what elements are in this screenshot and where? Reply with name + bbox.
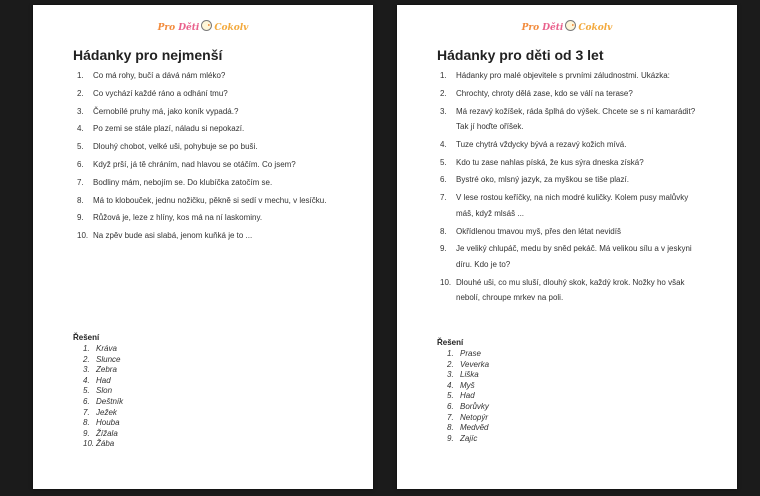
riddle-text: Když prší, já tě chráním, nad hlavou se otáčím. Co jsem? [93,159,296,169]
item-number: 10. [77,231,89,241]
item-number: 2. [77,88,84,98]
solution-text: Zebra [96,365,117,375]
item-number: 1. [447,349,454,358]
item-number: 3. [77,106,84,116]
solution-item [83,408,123,419]
solution-item [83,344,123,355]
item-number: 8. [77,195,84,205]
chick-icon [565,20,576,31]
solutions-heading: Řešení [437,338,464,347]
solution-item [83,355,123,366]
item-number: 4. [447,380,454,390]
item-number: 7. [440,193,447,203]
item-number: 9. [447,433,454,443]
solution-item [447,423,489,434]
item-number: 2. [447,359,454,369]
solution-text: Medvěd [460,423,489,433]
solution-item [447,349,489,360]
riddle-text: Chrochty, chroty dělá zase, kdo se válí na terase? [456,88,633,98]
riddle-list [77,68,327,246]
solution-text: Borůvky [460,401,489,411]
solution-text: Had [96,375,111,385]
solution-item [447,413,489,424]
solution-item [447,402,489,413]
item-number: 8. [83,418,90,428]
solution-text: Had [460,391,475,401]
riddle-text: Co vychází každé ráno a odhání tmu? [93,88,228,98]
solution-text: Liška [460,370,479,380]
solutions-list [447,349,489,444]
item-number: 4. [83,375,90,385]
riddle-text: Kdo tu zase nahlas píská, že kus sýra dneska získá? [456,157,644,167]
riddle-item [440,137,702,153]
riddle-item [77,157,327,173]
solution-item [83,386,123,397]
riddle-item [440,155,702,171]
riddle-item [440,224,702,240]
riddle-text: Má to klobouček, jednu nožičku, pěkně si sedí v mechu, v lesíčku. [93,195,327,205]
item-number: 5. [77,142,84,152]
solution-text: Žížala [96,428,118,438]
solution-item [447,381,489,392]
riddle-item [77,104,327,120]
riddle-item [77,139,327,155]
riddle-item [77,86,327,102]
worksheet-page-right [397,5,737,489]
item-number: 6. [77,159,84,169]
riddle-item [440,190,702,221]
riddle-text: Růžová je, leze z hlíny, kos má na ní laskominy. [93,213,263,223]
riddle-text: Má rezavý kožíšek, ráda šplhá do výšek. Chcete se s ní kamarádit? Tak jí hoďte oříšek. [456,106,696,132]
item-number: 9. [77,213,84,223]
riddle-text: Bodliny mám, nebojím se. Do klubíčka zatočím se. [93,177,273,187]
item-number: 7. [447,412,454,422]
riddle-item [77,121,327,137]
solution-text: Kráva [96,344,117,353]
item-number: 2. [83,354,90,364]
riddle-item [440,241,702,272]
riddle-item [77,175,327,191]
item-number: 1. [83,344,90,353]
item-number: 3. [440,106,447,116]
solution-text: Prase [460,349,481,358]
item-number: 2. [440,88,447,98]
item-number: 9. [440,244,447,254]
solution-text: Netopýr [460,412,489,422]
item-number: 3. [447,370,454,380]
riddle-item [77,193,327,209]
riddle-text: Co má rohy, bučí a dává nám mléko? [93,71,226,80]
solution-item [447,370,489,381]
item-number: 1. [77,71,84,80]
item-number: 5. [440,157,447,167]
solution-text: Myš [460,380,475,390]
item-number: 3. [83,365,90,375]
riddle-item [77,68,327,84]
solution-text: Slunce [96,354,121,364]
solution-item [447,391,489,402]
solutions-heading: Řešení [73,333,100,342]
item-number: 6. [83,396,90,406]
item-number: 5. [83,386,90,396]
solution-item [83,418,123,429]
item-number: 6. [440,175,447,185]
solutions-list [83,344,123,450]
item-number: 4. [77,124,84,134]
riddle-text: Bystré oko, mlsný jazyk, za myškou se tiše plazí. [456,175,629,185]
solution-item [447,434,489,445]
item-number: 7. [83,407,90,417]
riddle-text: Dlouhé uši, co mu sluší, dlouhý skok, každý krok. Nožky ho však nebolí, chroupe mrkev na poli. [456,277,685,303]
solution-text: Veverka [460,359,490,369]
solution-text: Žába [96,439,115,449]
solution-item [83,376,123,387]
item-number: 5. [447,391,454,401]
solution-item [83,397,123,408]
riddle-item [440,172,702,188]
solution-text: Deštník [96,396,124,406]
page-title: Hádanky pro děti od 3 let [437,47,604,63]
riddle-text: Tuze chytrá vždycky bývá a rezavý kožich mívá. [456,139,627,149]
page-title: Hádanky pro nejmenší [73,47,223,63]
riddle-item [440,86,702,102]
site-logo: Pro Děti Cokolv [397,20,737,33]
item-number: 10. [440,277,452,287]
item-number: 9. [83,428,90,438]
item-number: 7. [77,177,84,187]
riddle-item [440,275,702,306]
solution-item [83,429,123,440]
worksheet-page-left [33,5,373,489]
riddle-text: Hádanky pro malé objevitele s prvními záludnostmi. Ukázka: [456,71,670,80]
riddle-text: Dlouhý chobot, velké uši, pohybuje se po buši. [93,142,258,152]
riddle-text: Na zpěv bude asi slabá, jenom kuňká je to ... [93,231,253,241]
riddle-item [440,68,702,84]
solution-text: Zajíc [460,433,478,443]
solution-item [83,439,123,450]
item-number: 10. [83,439,95,449]
item-number: 8. [440,226,447,236]
item-number: 6. [447,401,454,411]
site-logo: Pro Děti Cokolv [33,20,373,33]
riddle-item [440,104,702,135]
item-number: 4. [440,139,447,149]
riddle-text: Je veliký chlupáč, medu by sněd pekáč. Má velikou sílu a v jeskyni díru. Kdo je to? [456,244,692,269]
riddle-item [77,210,327,226]
item-number: 8. [447,423,454,433]
solution-text: Houba [96,418,120,428]
chick-icon [201,20,212,31]
riddle-text: Po zemi se stále plazí, náladu si nepokazí. [93,124,245,134]
solution-text: Slon [96,386,113,396]
item-number: 1. [440,71,447,80]
riddle-text: Černobílé pruhy má, jako koník vypadá.? [93,106,239,116]
solution-item [83,365,123,376]
riddle-text: Okřídlenou tmavou myš, přes den létat nevidíš [456,226,621,236]
riddle-text: V lese rostou keříčky, na nich modré kuličky. Kolem pusy malůvky máš, když mlsáš ... [456,193,689,218]
riddle-item [77,228,327,244]
solution-text: Ježek [96,407,117,417]
riddle-list [440,68,702,308]
solution-item [447,360,489,371]
